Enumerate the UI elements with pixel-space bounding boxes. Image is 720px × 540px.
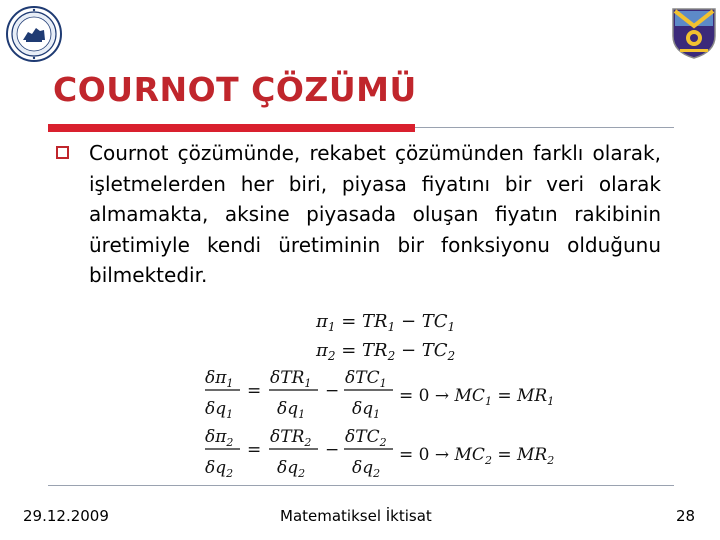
svg-text:δq1 xyxy=(277,399,305,421)
eq3-mr-sub: 1 xyxy=(547,395,555,408)
footer-divider xyxy=(48,485,674,486)
bullet-text: Cournot çözümünde, rekabet çözümünden farklı olarak, işletmelerden her biri, piyasa fiyatını bir veri olarak almamakta, aksine piyasada oluşan fiyatın rakibinin üretimiyle kendi üretiminin bir fonksiyonu olduğunu bilmektedir. xyxy=(89,141,661,287)
eq2-a-sub: 2 xyxy=(387,349,396,363)
eq4-d3-sub: 2 xyxy=(373,467,381,480)
eq4-d2-sub: 2 xyxy=(298,467,306,480)
eq4-mc-sub: 2 xyxy=(484,454,492,467)
svg-text:δq2 xyxy=(205,458,233,480)
svg-text:δq1 xyxy=(352,399,380,421)
eq4-n2: δTR xyxy=(270,427,305,447)
eq4-d3: δq xyxy=(352,458,374,478)
svg-text:=: = xyxy=(247,381,262,401)
svg-text:δq1 xyxy=(205,399,233,421)
eq3-mr: MR xyxy=(517,386,548,406)
eq3-n2: δTR xyxy=(270,368,305,388)
eq2-a: TR xyxy=(362,340,388,361)
eq1-lhs-sub: 1 xyxy=(327,320,336,334)
eq3-d3: δq xyxy=(352,399,374,419)
footer-date: 29.12.2009 xyxy=(23,507,109,525)
eq4-d1-sub: 2 xyxy=(226,467,234,480)
eq4-n2-sub: 2 xyxy=(304,436,312,449)
footer-course-name: Matematiksel İktisat xyxy=(280,507,432,525)
eq4-n3: δTC xyxy=(345,427,380,447)
svg-text:δq2 xyxy=(352,458,380,480)
page-number: 28 xyxy=(676,507,696,525)
svg-text:= 0 → MC1 = MR1: = $0 \to MC_1 = MR_1$ xyxy=(399,386,555,408)
eq2-lhs: π xyxy=(316,340,328,361)
eq4-tail: = 0 → xyxy=(399,445,455,465)
eq4-n1-sub: 2 xyxy=(226,436,234,449)
eq1-lhs: π xyxy=(316,311,328,332)
svg-text:= 0 → MC2 = MR2: = $0 \to MC_2 = MR_2$ xyxy=(399,445,555,467)
svg-text:δTC2 xyxy=(345,427,387,449)
eq4 xyxy=(205,427,554,480)
eq2-b: TC xyxy=(421,340,448,361)
eq3-d1-sub: 1 xyxy=(226,408,234,421)
eq3-d1: δq xyxy=(205,399,227,419)
eq4-n1: δπ xyxy=(205,427,227,447)
eq2: $\pi_2 = TR_2 - TC_2$ xyxy=(316,340,456,363)
title-accent-bar xyxy=(48,124,415,132)
eq4-mr: MR xyxy=(517,445,548,465)
svg-text:δπ2 xyxy=(205,427,233,449)
eq3-n3: δTC xyxy=(345,368,380,388)
eq1-b-sub: 1 xyxy=(447,320,456,334)
svg-text:δπ1 xyxy=(205,368,233,390)
bullet-square-icon xyxy=(56,146,69,159)
eq3-mc: MC xyxy=(454,386,485,406)
svg-text:−: − xyxy=(325,440,340,460)
eq3 xyxy=(205,368,554,421)
eq1-a-sub: 1 xyxy=(387,320,396,334)
eq1-b: TC xyxy=(421,311,448,332)
university-seal-icon xyxy=(6,6,62,62)
eq3-n1-sub: 1 xyxy=(226,377,234,390)
eq4-mr-sub: 2 xyxy=(547,454,555,467)
eq3-n2-sub: 1 xyxy=(304,377,312,390)
svg-text:δTC1 xyxy=(345,368,387,390)
eq1-a: TR xyxy=(362,311,388,332)
svg-text:δq2 xyxy=(277,458,305,480)
faculty-shield-icon xyxy=(670,6,718,60)
equations-block xyxy=(185,300,585,490)
eq4-d2: δq xyxy=(277,458,299,478)
svg-text:−: − xyxy=(325,381,340,401)
svg-text:δTR2 xyxy=(270,427,311,449)
eq4-mc: MC xyxy=(454,445,485,465)
eq3-d2-sub: 1 xyxy=(298,408,306,421)
eq3-tail: = 0 → xyxy=(399,386,455,406)
eq4-d1: δq xyxy=(205,458,227,478)
svg-text:δTR1 xyxy=(270,368,311,390)
eq3-mc-sub: 1 xyxy=(484,395,492,408)
eq3-d3-sub: 1 xyxy=(373,408,381,421)
eq2-b-sub: 2 xyxy=(447,349,456,363)
eq1: $\pi_1 = TR_1 - TC_1$ xyxy=(316,311,456,334)
eq3-d2: δq xyxy=(277,399,299,419)
eq2-lhs-sub: 2 xyxy=(327,349,336,363)
slide-title: COURNOT ÇÖZÜMÜ xyxy=(53,70,417,109)
eq3-n1: δπ xyxy=(205,368,227,388)
eq3-n3-sub: 1 xyxy=(379,377,387,390)
eq4-n3-sub: 2 xyxy=(379,436,387,449)
svg-text:=: = xyxy=(247,440,262,460)
